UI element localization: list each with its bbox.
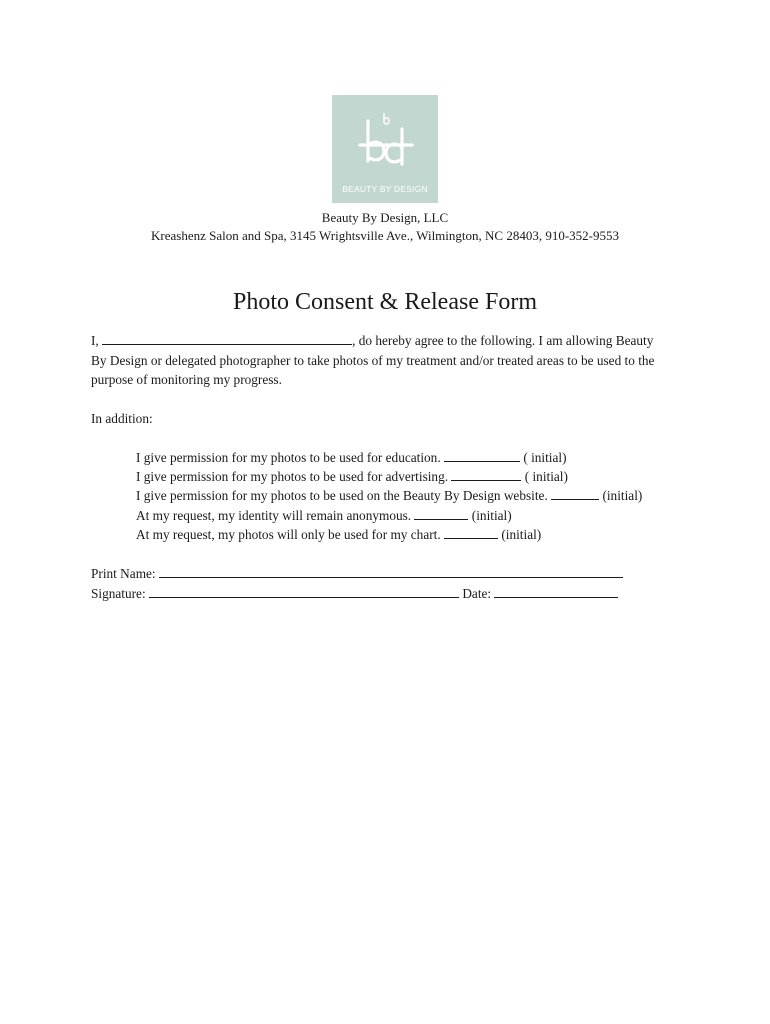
intro-line1-suffix: , do hereby agree to the following. I am allowing Beauty <box>352 333 654 348</box>
signature-label: Signature: <box>91 586 146 601</box>
initial-label: (initial) <box>501 527 542 542</box>
date-label: Date: <box>462 586 492 601</box>
permission-text: I give permission for my photos to be used on the Beauty By Design website. <box>136 488 548 503</box>
initial-label: (initial) <box>602 488 643 503</box>
company-name: Beauty By Design, LLC <box>321 210 449 225</box>
company-address: Kreashenz Salon and Spa, 3145 Wrightsville Ave., Wilmington, NC 28403, 910-352-9553 <box>151 228 619 243</box>
permission-item <box>136 450 736 466</box>
intro-line-2: By Design or delegated photographer to take photos of my treatment and/or treated areas to be used to the <box>91 353 655 368</box>
intro-line-3: purpose of monitoring my progress. <box>91 372 282 387</box>
signature-blank[interactable] <box>149 586 459 598</box>
permission-text: I give permission for my photos to be used for advertising. <box>136 469 449 484</box>
initial-label: ( initial) <box>523 450 567 465</box>
permission-item <box>136 469 736 485</box>
print-name-row <box>91 566 691 582</box>
initial-blank[interactable] <box>414 508 468 520</box>
company-logo <box>332 95 438 203</box>
name-blank[interactable] <box>102 333 352 345</box>
initial-blank[interactable] <box>444 527 498 539</box>
initial-blank[interactable] <box>451 469 521 481</box>
initial-label: (initial) <box>471 508 512 523</box>
form-title: Photo Consent & Release Form <box>233 289 537 315</box>
print-name-blank[interactable] <box>159 566 623 578</box>
initial-label: ( initial) <box>524 469 568 484</box>
intro-line-1 <box>91 333 691 349</box>
permission-text: I give permission for my photos to be used for education. <box>136 450 441 465</box>
permission-item <box>136 508 736 524</box>
initial-blank[interactable] <box>551 488 599 500</box>
initial-blank[interactable] <box>444 450 520 462</box>
logo-text: BEAUTY BY DESIGN <box>342 184 428 194</box>
permission-item <box>136 488 736 504</box>
print-name-label: Print Name: <box>91 566 156 581</box>
date-blank[interactable] <box>494 586 618 598</box>
in-addition-label: In addition: <box>91 411 153 426</box>
intro-prefix: I, <box>91 333 99 348</box>
permission-text: At my request, my identity will remain anonymous. <box>136 508 412 523</box>
permission-item <box>136 527 736 543</box>
permission-text: At my request, my photos will only be used for my chart. <box>136 527 441 542</box>
signature-row <box>91 586 691 602</box>
